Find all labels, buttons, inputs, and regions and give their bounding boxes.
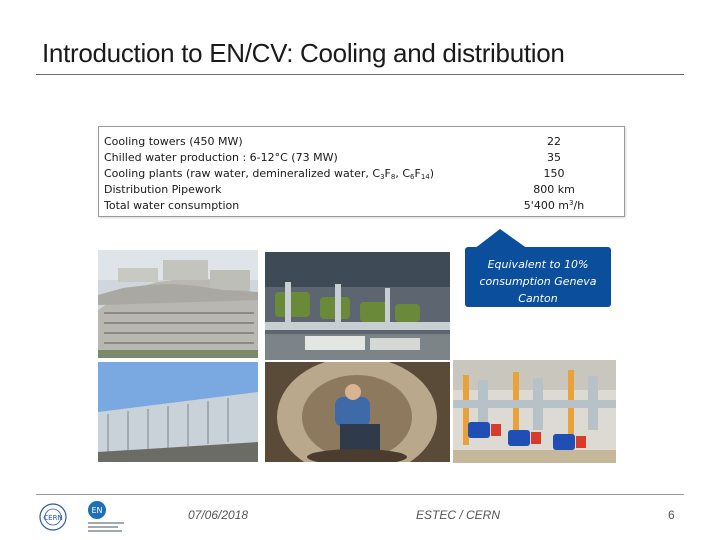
row-value: 150 xyxy=(543,167,565,180)
row-label: Chilled water production : 6-12°C (73 MW) xyxy=(104,151,338,164)
tunnel-pipe-photo xyxy=(265,362,450,462)
page-number: 6 xyxy=(668,508,675,522)
row-label: Cooling plants (raw water, demineralized water, $C_3F_8$, $C_6F_{14}$) xyxy=(104,167,435,181)
cern-logo xyxy=(38,502,68,532)
footer-center-text: ESTEC / CERN xyxy=(416,508,501,522)
consumption-callout xyxy=(465,247,611,307)
chillers-photo xyxy=(98,362,258,462)
cooling-towers-photo xyxy=(98,250,258,358)
row-label: Distribution Pipework xyxy=(104,183,222,196)
footer-date: 07/06/2018 xyxy=(188,508,249,522)
svg-text:CERN: CERN xyxy=(43,514,63,522)
en-department-logo xyxy=(86,500,126,534)
row-value: 5'400 $m^3/h$ xyxy=(523,199,585,212)
row-value: 800 km xyxy=(533,183,575,196)
row-label: Cooling towers (450 MW) xyxy=(104,135,243,148)
row-label: Total water consumption xyxy=(104,199,240,212)
row-value: 35 xyxy=(547,151,561,164)
pumping-station-photo xyxy=(265,252,450,360)
slide-title: Introduction to EN/CV: Cooling and distribution xyxy=(42,38,565,68)
blue-pumps-photo xyxy=(453,360,616,463)
svg-text:EN: EN xyxy=(91,506,103,515)
footer-divider xyxy=(36,494,684,495)
callout-line: consumption Geneva xyxy=(479,275,597,288)
callout-line: Equivalent to 10% xyxy=(487,258,589,271)
row-value: 22 xyxy=(547,135,561,148)
callout-line: Canton xyxy=(518,292,558,305)
